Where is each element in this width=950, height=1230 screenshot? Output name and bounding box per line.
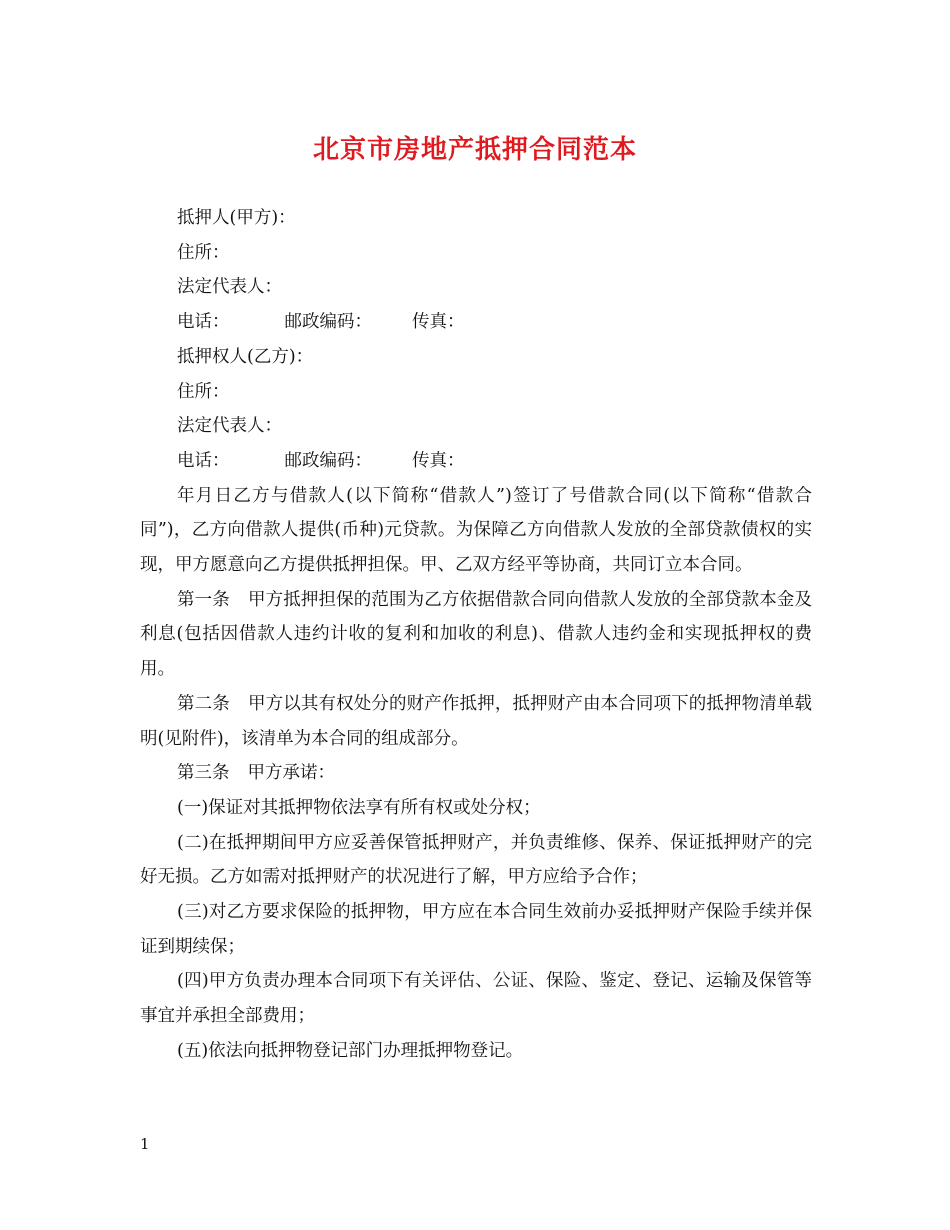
party-b-fax: 传真：	[412, 450, 465, 471]
article-2-text: 甲方以其有权处分的财产作抵押，抵押财产由本合同项下的抵押物清单载明(见附件)，该清单为本合同的组成部分。	[140, 693, 813, 749]
promise-item: (二)在抵押期间甲方应妥善保管抵押财产，并负责维修、保养、保证抵押财产的完好无损。乙方如需对抵押财产的状况进行了解，甲方应给予合作；	[140, 832, 812, 888]
party-b-representative: 法定代表人：	[177, 416, 282, 437]
party-a-fax: 传真：	[412, 312, 465, 333]
article-1	[140, 583, 812, 687]
article-3	[140, 756, 812, 791]
promise-item: (五)依法向抵押物登记部门办理抵押物登记。	[177, 1040, 524, 1061]
preamble-paragraph: 年月日乙方与借款人(以下简称“借款人”)签订了号借款合同(以下简称“借款合同”)，乙方向借款人提供(币种)元贷款。为保障乙方向借款人发放的全部贷款债权的实现，甲方愿意向乙方提供抵押担保。甲、乙双方经平等协商，共同订立本合同。	[140, 485, 812, 576]
party-b-address: 住所：	[177, 381, 230, 402]
article-1-text: 甲方抵押担保的范围为乙方依据借款合同向借款人发放的全部贷款本金及利息(包括因借款人违约计收的复利和加收的利息)、借款人违约金和实现抵押权的费用。	[140, 589, 813, 680]
party-a-address: 住所：	[177, 242, 230, 263]
party-b-phone: 电话：	[177, 450, 230, 471]
article-3-text: 甲方承诺：	[247, 763, 335, 784]
party-a-label: 抵押人(甲方)：	[177, 208, 296, 228]
party-b-contact-row	[140, 444, 812, 479]
party-b-label: 抵押权人(乙方)：	[177, 346, 314, 367]
party-a-representative: 法定代表人：	[177, 277, 282, 298]
page-number: 1	[140, 1135, 150, 1153]
article-1-number: 第一条	[177, 589, 230, 610]
article-2	[140, 687, 812, 756]
party-a-phone: 电话：	[177, 312, 230, 333]
article-2-number: 第二条	[177, 693, 230, 714]
promise-item: (一)保证对其抵押物依法享有所有权或处分权；	[177, 797, 541, 818]
article-3-number: 第三条	[177, 763, 230, 784]
promise-item: (三)对乙方要求保险的抵押物，甲方应在本合同生效前办妥抵押财产保险手续并保证到期续保；	[140, 902, 812, 957]
party-b-postcode: 邮政编码：	[284, 450, 372, 471]
document-body	[140, 201, 812, 1069]
party-a-postcode: 邮政编码：	[284, 312, 372, 333]
party-a-contact-row	[140, 305, 812, 340]
document-title: 北京市房地产抵押合同范本	[312, 135, 637, 165]
promise-item: (四)甲方负责办理本合同项下有关评估、公证、保险、鉴定、登记、运输及保管等事宜并承担全部费用；	[140, 971, 812, 1027]
